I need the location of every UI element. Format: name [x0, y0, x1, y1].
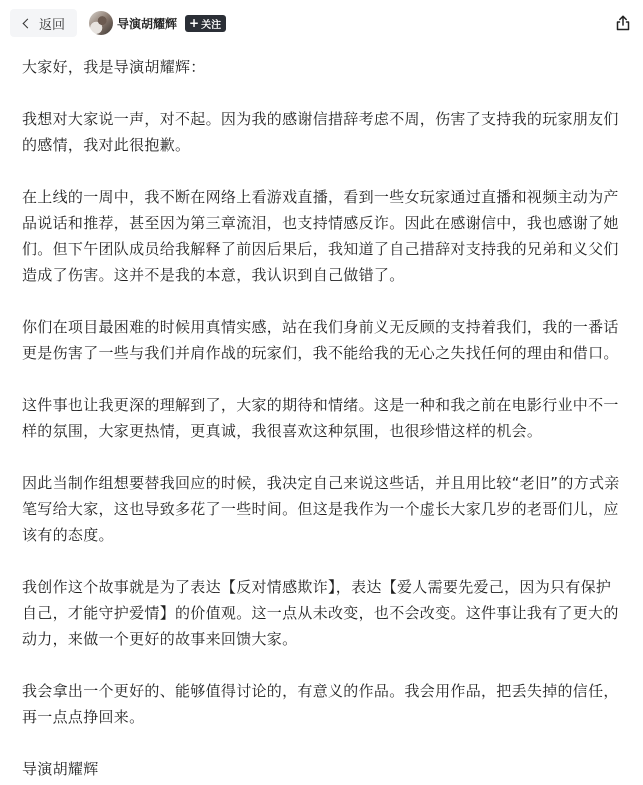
- article-body: [0, 48, 643, 782]
- paragraph: 我会拿出一个更好的、能够值得讨论的，有意义的作品。我会用作品，把丢失掉的信任，再一点点挣回来。: [22, 682, 619, 726]
- paragraph: 这件事也让我更深的理解到了，大家的期待和情绪。这是一种和我之前在电影行业中不一样的氛围，大家更热情，更真诚，我很喜欢这种氛围，也很珍惜这样的机会。: [22, 396, 619, 440]
- signature: 导演胡耀辉: [22, 760, 99, 778]
- chevron-left-icon: [23, 18, 33, 28]
- back-label: 返回: [39, 17, 66, 33]
- follow-label: 关注: [201, 19, 222, 31]
- top-bar: [0, 0, 643, 48]
- paragraph: 我想对大家说一声，对不起。因为我的感谢信措辞考虑不周，伤害了支持我的玩家朋友们的感情，我对此很抱歉。: [22, 110, 619, 154]
- avatar[interactable]: [89, 11, 113, 35]
- author-info: [89, 11, 226, 35]
- greeting: 大家好，我是导演胡耀辉：: [22, 58, 206, 76]
- paragraph: 我创作这个故事就是为了表达【反对情感欺诈】，表达【爱人需要先爱己，因为只有保护自己，才能守护爱情】的价值观。这一点从未改变，也不会改变。这件事让我有了更大的动力，来做一个更好的故事来回馈大家。: [22, 578, 619, 648]
- share-icon[interactable]: [615, 15, 631, 31]
- author-name[interactable]: 导演胡耀辉: [117, 16, 178, 31]
- plus-icon: +: [189, 16, 200, 30]
- paragraph: 因此当制作组想要替我回应的时候，我决定自己来说这些话，并且用比较“老旧”的方式亲笔写给大家，这也导致多花了一些时间。但这是我作为一个虚长大家几岁的老哥们儿，应该有的态度。: [22, 474, 620, 544]
- paragraph: 在上线的一周中，我不断在网络上看游戏直播，看到一些女玩家通过直播和视频主动为产品说话和推荐，甚至因为第三章流泪，也支持情感反诈。因此在感谢信中，我也感谢了她们。但下午团队成员给我解释了前因后果后，我知道了自己措辞对支持我的兄弟和义父们造成了伤害。这并不是我的本意，我认识到自己做错了。: [22, 188, 619, 284]
- paragraph: 你们在项目最困难的时候用真情实感，站在我们身前义无反顾的支持着我们，我的一番话更是伤害了一些与我们并肩作战的玩家们，我不能给我的无心之失找任何的理由和借口。: [22, 318, 619, 362]
- follow-button[interactable]: [185, 15, 226, 32]
- back-button[interactable]: [10, 9, 77, 37]
